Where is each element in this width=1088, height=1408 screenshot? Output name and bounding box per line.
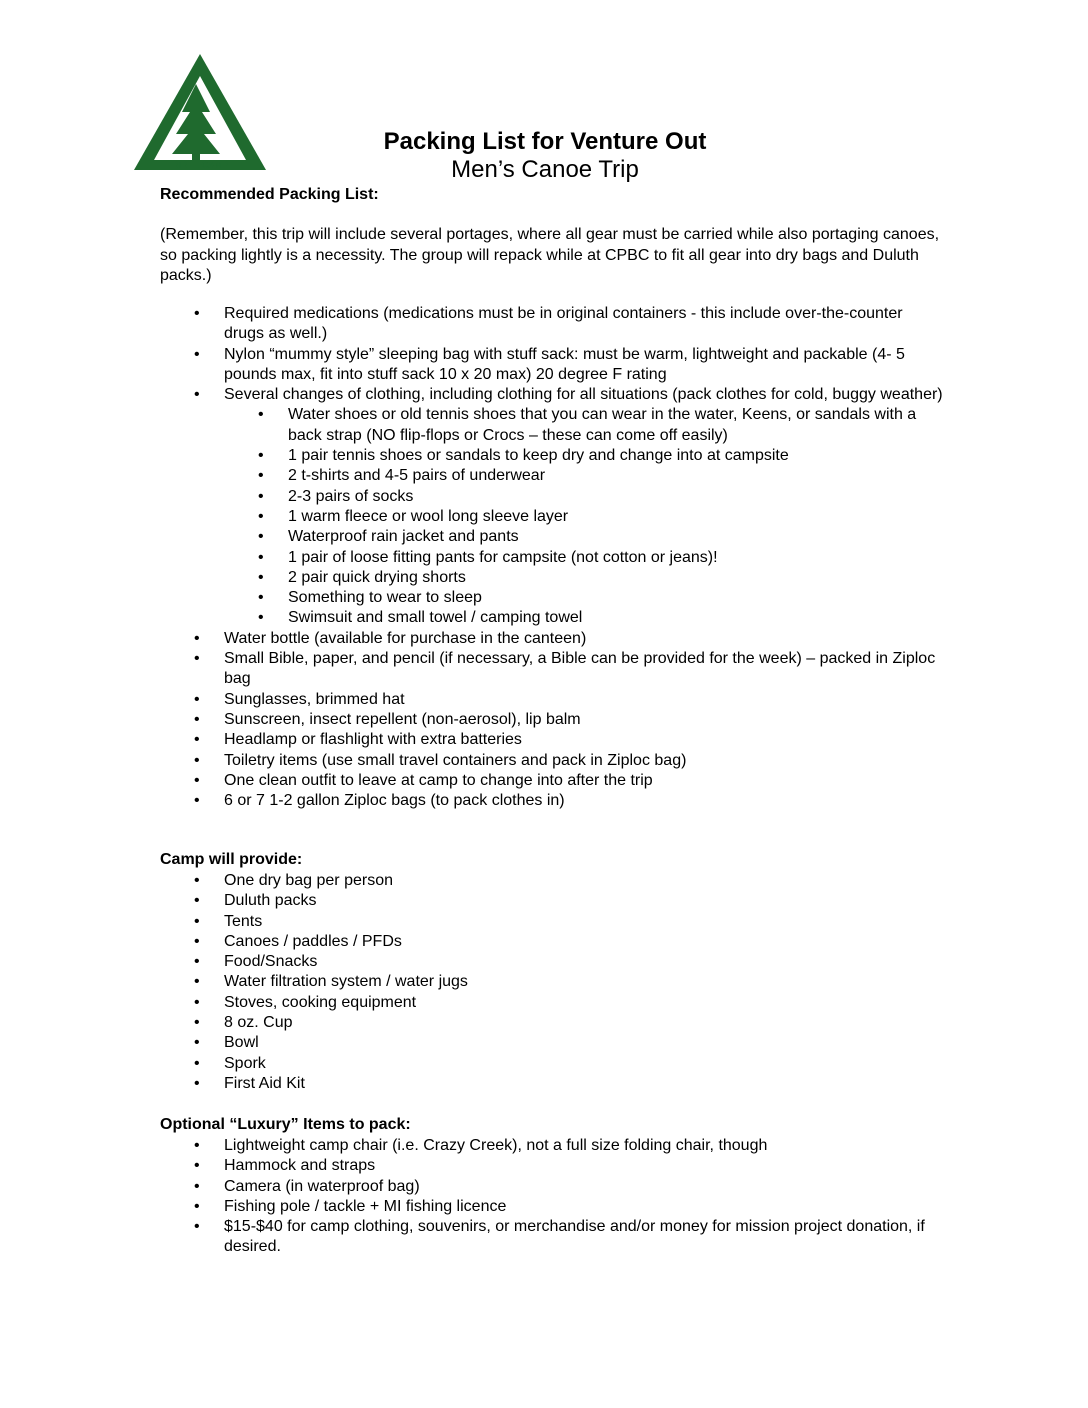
list-item-label: Several changes of clothing, including clothing for all situations (pack clothes for cold, buggy weather): [224, 386, 943, 404]
logo-top-text: COVENANT POINT: [68, 58, 150, 177]
list-item: • Lightweight camp chair (i.e. Crazy Creek), not a full size folding chair, though: [224, 1136, 944, 1156]
list-item: • Waterproof rain jacket and pants: [288, 527, 944, 547]
provided-heading: Camp will provide:: [160, 851, 303, 868]
list-item: • Sunscreen, insect repellent (non-aerosol), lip balm: [224, 710, 944, 730]
list-item: [224, 385, 944, 629]
list-item: • 8 oz. Cup: [224, 1013, 944, 1033]
list-item: • 6 or 7 1-2 gallon Ziploc bags (to pack clothes in): [224, 791, 944, 811]
list-item: • Bowl: [224, 1033, 944, 1053]
list-item: • Swimsuit and small towel / camping towel: [288, 608, 944, 628]
list-item: • 1 pair tennis shoes or sandals to keep dry and change into at campsite: [288, 446, 944, 466]
camp-logo: [68, 50, 270, 177]
optional-heading: Optional “Luxury” Items to pack:: [160, 1116, 411, 1133]
list-item: • Toiletry items (use small travel containers and pack in Ziploc bag): [224, 751, 944, 771]
list-item: • Water shoes or old tennis shoes that you can wear in the water, Keens, or sandals with a back strap (NO flip-flops or Crocs – these can come off easily): [288, 405, 944, 446]
list-item: • Water filtration system / water jugs: [224, 972, 944, 992]
list-item: • Required medications (medications must be in original containers - this include over-the-counter drugs as well.): [224, 304, 944, 345]
recommended-heading: Recommended Packing List:: [160, 186, 379, 203]
list-item: • Duluth packs: [224, 891, 944, 911]
list-item: • Food/Snacks: [224, 952, 944, 972]
list-item: • 2 pair quick drying shorts: [288, 568, 944, 588]
title-block: [320, 128, 770, 184]
list-item: • Stoves, cooking equipment: [224, 993, 944, 1013]
list-item: • Canoes / paddles / PFDs: [224, 932, 944, 952]
recommended-list: [224, 304, 944, 811]
list-item: • $15-$40 for camp clothing, souvenirs, or merchandise and/or money for mission project donation, if desired.: [224, 1217, 944, 1258]
list-item: • Nylon “mummy style” sleeping bag with stuff sack: must be warm, lightweight and packable (4- 5 pounds max, fit into stuff sack 10 x 20 max) 20 degree F rating: [224, 345, 944, 386]
list-item: • Water bottle (available for purchase in the canteen): [224, 629, 944, 649]
list-item: • Camera (in waterproof bag): [224, 1177, 944, 1197]
list-item: • 1 warm fleece or wool long sleeve layer: [288, 507, 944, 527]
clothing-sublist: [224, 405, 944, 628]
list-item: • One dry bag per person: [224, 871, 944, 891]
list-item: • 1 pair of loose fitting pants for campsite (not cotton or jeans)!: [288, 548, 944, 568]
list-item: • Spork: [224, 1054, 944, 1074]
intro-paragraph: (Remember, this trip will include several portages, where all gear must be carried while also portaging canoes, so packing lightly is a necessity. The group will repack while at CPBC to fit all gear into dry bags and Duluth packs.): [160, 226, 940, 284]
list-item: • Sunglasses, brimmed hat: [224, 690, 944, 710]
logo-bottom-text: BIBLE CAMP: [172, 160, 228, 170]
list-item: • Headlamp or flashlight with extra batteries: [224, 730, 944, 750]
list-item: • First Aid Kit: [224, 1074, 944, 1094]
provided-list: [224, 871, 944, 1094]
optional-list: [224, 1136, 944, 1258]
list-item: • Small Bible, paper, and pencil (if necessary, a Bible can be provided for the week) – packed in Ziploc bag: [224, 649, 944, 690]
list-item: • Something to wear to sleep: [288, 588, 944, 608]
list-item: • One clean outfit to leave at camp to change into after the trip: [224, 771, 944, 791]
page-title: Packing List for Venture Out: [383, 128, 707, 155]
list-item: • Fishing pole / tackle + MI fishing licence: [224, 1197, 944, 1217]
page-subtitle: Men’s Canoe Trip: [451, 156, 639, 183]
list-item: • 2 t-shirts and 4-5 pairs of underwear: [288, 466, 944, 486]
list-item: • 2-3 pairs of socks: [288, 487, 944, 507]
list-item: • Tents: [224, 912, 944, 932]
list-item: • Hammock and straps: [224, 1156, 944, 1176]
